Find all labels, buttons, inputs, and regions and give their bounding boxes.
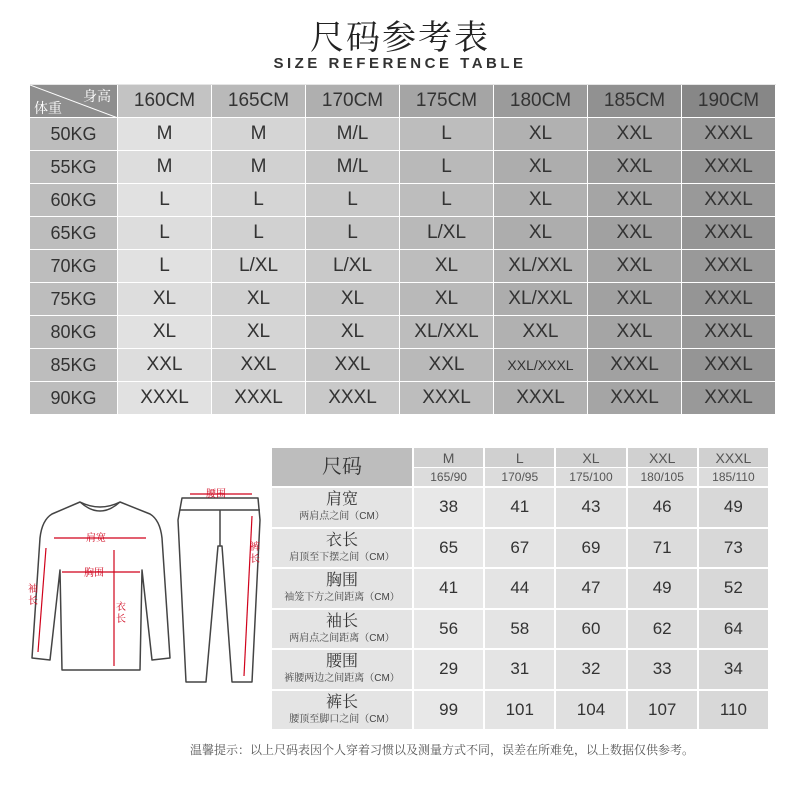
size-cell: XXXL [682, 184, 776, 217]
weight-header: 90KG [30, 382, 118, 415]
size-cell: L/XL [212, 250, 306, 283]
size-cell: XL [400, 283, 494, 316]
size-cell: XXXL [588, 349, 682, 382]
size-cell: M/L [306, 118, 400, 151]
size-cell: L/XL [400, 217, 494, 250]
height-header: 190CM [682, 85, 776, 118]
size-cell: XXL [588, 316, 682, 349]
measure-value: 99 [414, 691, 483, 730]
size-cell: XXXL [682, 151, 776, 184]
measure-value: 47 [556, 569, 625, 608]
size-cell: XXXL [212, 382, 306, 415]
size-cell: XXXL [682, 382, 776, 415]
size-cell: XXL [400, 349, 494, 382]
size-dims: 165/90 [414, 468, 483, 486]
size-cell: M [212, 151, 306, 184]
size-cell: XXL [494, 316, 588, 349]
size-cell: L [118, 250, 212, 283]
measure-value: 71 [628, 529, 697, 568]
measure-desc: 腰顶至脚口之间（CM） [289, 713, 395, 725]
measure-value: 101 [485, 691, 554, 730]
measure-value: 46 [628, 488, 697, 527]
size-reference-table [30, 84, 776, 415]
size-cell: XXL [588, 250, 682, 283]
measure-desc: 肩顶至下摆之间（CM） [289, 551, 395, 563]
length-label-1: 衣 [116, 602, 126, 613]
measure-value: 110 [699, 691, 768, 730]
size-cell: XXL [588, 118, 682, 151]
size-name: M [414, 448, 483, 467]
size-cell: L [212, 184, 306, 217]
size-cell: XL [306, 316, 400, 349]
size-dims: 185/110 [699, 468, 768, 486]
waist-label: 腰围 [206, 489, 226, 500]
page-subtitle: SIZE REFERENCE TABLE [273, 55, 527, 72]
size-name: XXL [628, 448, 697, 467]
measure-value: 29 [414, 650, 483, 689]
size-cell: XL [118, 283, 212, 316]
measure-desc: 裤腰两边之间距离（CM） [284, 673, 400, 685]
size-cell: XL [400, 250, 494, 283]
size-cell: XXL [212, 349, 306, 382]
measure-desc: 两肩点之间（CM） [299, 511, 385, 523]
size-cell: XXXL [682, 250, 776, 283]
weight-header: 80KG [30, 316, 118, 349]
size-cell: XXXL [682, 217, 776, 250]
size-cell: XXXL [682, 316, 776, 349]
size-cell: XXXL [306, 382, 400, 415]
size-name: XL [556, 448, 625, 467]
garment-diagram [20, 480, 270, 720]
size-cell: L [400, 184, 494, 217]
weight-header: 70KG [30, 250, 118, 283]
measure-label [272, 569, 412, 608]
size-cell: L [212, 217, 306, 250]
length-label-2: 长 [116, 614, 126, 625]
measure-label [272, 488, 412, 527]
size-cell: XL/XXL [494, 283, 588, 316]
size-cell: XL [118, 316, 212, 349]
measure-name: 衣长 [325, 531, 358, 549]
measure-value: 41 [485, 488, 554, 527]
size-name: XXXL [699, 448, 768, 467]
measure-value: 64 [699, 610, 768, 649]
size-cell: XL/XXL [494, 250, 588, 283]
measure-value: 49 [699, 488, 768, 527]
measure-value: 38 [414, 488, 483, 527]
measure-label [272, 691, 412, 730]
shirt-outline-icon [32, 502, 170, 670]
size-dims: 175/100 [556, 468, 625, 486]
size-cell: XXL [588, 283, 682, 316]
height-header: 180CM [494, 85, 588, 118]
pants-length-label-1: 裤 [250, 542, 260, 553]
size-cell: XXXL [682, 283, 776, 316]
shoulder-label: 肩宽 [86, 533, 106, 544]
size-cell: M/L [306, 151, 400, 184]
size-cell: L [306, 184, 400, 217]
measure-value: 43 [556, 488, 625, 527]
measure-value: 67 [485, 529, 554, 568]
footnote: 温馨提示：以上尺码表因个人穿着习惯以及测量方式不同，误差在所难免，以上数据仅供参考。 [190, 743, 695, 757]
pants-length-label-2: 长 [250, 554, 260, 565]
size-name: L [485, 448, 554, 467]
measure-value: 33 [628, 650, 697, 689]
measure-value: 49 [628, 569, 697, 608]
size-header-label [272, 448, 412, 486]
size-dims: 170/95 [485, 468, 554, 486]
measure-value: 65 [414, 529, 483, 568]
measure-value: 32 [556, 650, 625, 689]
size-cell: XXXL [118, 382, 212, 415]
measure-value: 44 [485, 569, 554, 608]
chest-label: 胸围 [84, 568, 104, 579]
measure-label [272, 650, 412, 689]
size-cell: XXXL [400, 382, 494, 415]
size-cell: XXXL [682, 118, 776, 151]
height-header: 160CM [118, 85, 212, 118]
measure-label [272, 610, 412, 649]
size-cell: XL [494, 118, 588, 151]
page-title: 尺码参考表 [310, 18, 490, 58]
measure-value: 107 [628, 691, 697, 730]
measure-value: 56 [414, 610, 483, 649]
size-cell: M [118, 118, 212, 151]
sleeve-label-1: 袖 [28, 584, 38, 595]
measure-name: 胸围 [325, 572, 358, 590]
size-cell: XXL/XXXL [494, 349, 588, 382]
size-cell: L [400, 118, 494, 151]
size-cell: XL [494, 184, 588, 217]
measure-value: 69 [556, 529, 625, 568]
size-cell: XL [212, 283, 306, 316]
size-cell: XXXL [682, 349, 776, 382]
measure-value: 52 [699, 569, 768, 608]
size-cell: M [118, 151, 212, 184]
measure-value: 104 [556, 691, 625, 730]
size-cell: XXXL [588, 382, 682, 415]
height-header: 170CM [306, 85, 400, 118]
measure-label [272, 529, 412, 568]
weight-header: 55KG [30, 151, 118, 184]
height-header: 175CM [400, 85, 494, 118]
size-cell: XXL [588, 184, 682, 217]
size-cell: L [118, 184, 212, 217]
corner-weight-label: 体重 [34, 100, 62, 116]
size-cell: XXL [588, 217, 682, 250]
size-cell: XL [494, 217, 588, 250]
size-cell: L [306, 217, 400, 250]
size-cell: L/XL [306, 250, 400, 283]
measure-name: 裤长 [325, 693, 358, 711]
measure-name: 肩宽 [325, 491, 358, 509]
size-header-text: 尺码 [322, 456, 362, 478]
height-header: 165CM [212, 85, 306, 118]
measure-value: 73 [699, 529, 768, 568]
size-cell: XXXL [494, 382, 588, 415]
measure-name: 袖长 [325, 612, 358, 630]
measure-name: 腰围 [325, 653, 358, 671]
measurement-table [272, 448, 770, 731]
measure-value: 34 [699, 650, 768, 689]
measure-value: 58 [485, 610, 554, 649]
size-cell: XXL [118, 349, 212, 382]
size-cell: XL/XXL [400, 316, 494, 349]
measure-value: 60 [556, 610, 625, 649]
size-dims: 180/105 [628, 468, 697, 486]
size-cell: XXL [306, 349, 400, 382]
size-cell: XL [306, 283, 400, 316]
size-cell: L [118, 217, 212, 250]
weight-header: 60KG [30, 184, 118, 217]
size-cell: XL [212, 316, 306, 349]
measure-desc: 两肩点之间距离（CM） [289, 632, 395, 644]
size-cell: M [212, 118, 306, 151]
sleeve-label-2: 长 [28, 596, 38, 607]
corner-height-label: 身高 [83, 88, 111, 104]
height-header: 185CM [588, 85, 682, 118]
weight-header: 65KG [30, 217, 118, 250]
measure-value: 31 [485, 650, 554, 689]
measure-value: 62 [628, 610, 697, 649]
weight-header: 50KG [30, 118, 118, 151]
table-corner [30, 85, 118, 118]
weight-header: 75KG [30, 283, 118, 316]
measure-desc: 袖笼下方之间距离（CM） [284, 592, 400, 604]
size-cell: XXL [588, 151, 682, 184]
size-cell: L [400, 151, 494, 184]
size-cell: XL [494, 151, 588, 184]
weight-header: 85KG [30, 349, 118, 382]
measure-value: 41 [414, 569, 483, 608]
